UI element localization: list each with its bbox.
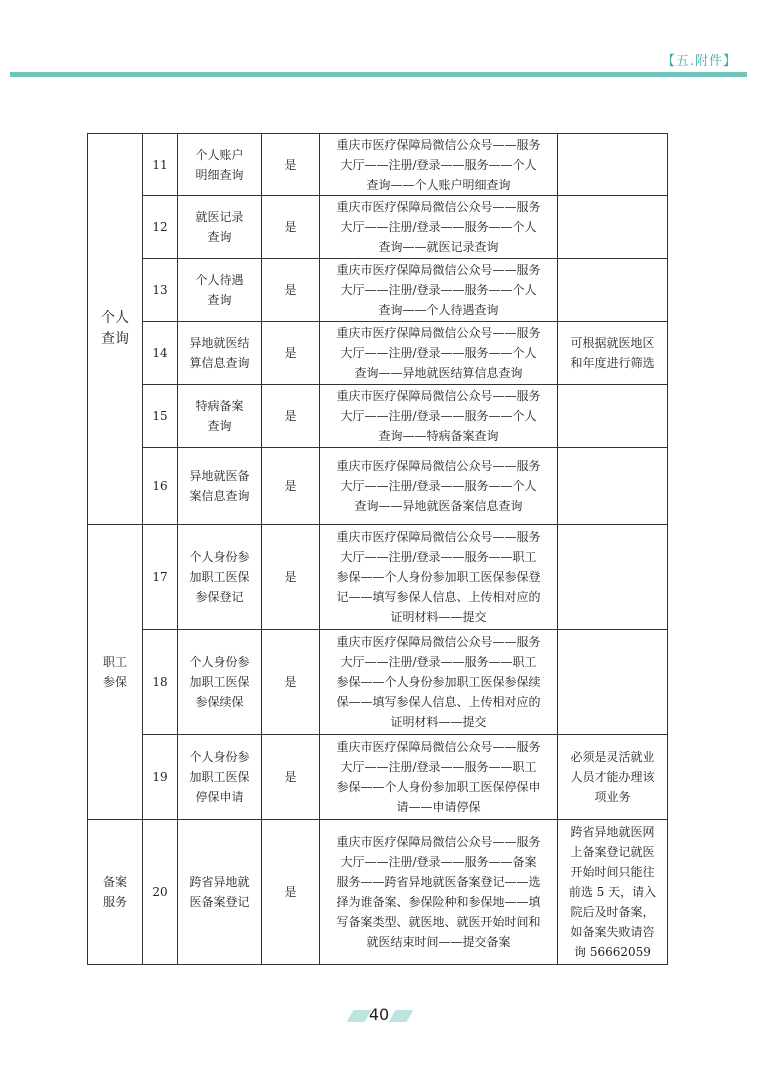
header-divider — [10, 72, 747, 77]
service-name: 个人账户 明细查询 — [178, 134, 262, 196]
service-path: 重庆市医疗保障局微信公众号——服务 大厅——注册/登录——服务——个人 查询——就医记录查询 — [320, 196, 558, 259]
service-path: 重庆市医疗保障局微信公众号——服务 大厅——注册/登录——服务——个人 查询——个人账户明细查询 — [320, 134, 558, 196]
table-row — [88, 525, 668, 630]
service-path: 重庆市医疗保障局微信公众号——服务 大厅——注册/登录——服务——备案 服务——跨省异地就医备案登记——选 择为谁备案、参保险种和参保地——填 写备案类型、就医地、就医开始时间和 就医结束时间——提交备案 — [320, 820, 558, 965]
row-number: 16 — [143, 448, 178, 525]
service-path: 重庆市医疗保障局微信公众号——服务 大厅——注册/登录——服务——职工 参保——个人身份参加职工医保参保续 保——填写参保人信息、上传相对应的 证明材料——提交 — [320, 630, 558, 735]
online-flag: 是 — [262, 322, 320, 385]
online-flag: 是 — [262, 448, 320, 525]
service-note: 跨省异地就医网 上备案登记就医 开始时间只能往 前选 5 天，请入 院后及时备案， 如备案失败请咨 询 56662059 — [558, 820, 668, 965]
online-flag: 是 — [262, 259, 320, 322]
category-cell: 个人 查询 — [88, 134, 143, 525]
service-name: 跨省异地就 医备案登记 — [178, 820, 262, 965]
row-number: 17 — [143, 525, 178, 630]
service-path: 重庆市医疗保障局微信公众号——服务 大厅——注册/登录——服务——个人 查询——特病备案查询 — [320, 385, 558, 448]
services-table — [87, 133, 668, 965]
online-flag: 是 — [262, 630, 320, 735]
table-row — [88, 735, 668, 820]
service-path: 重庆市医疗保障局微信公众号——服务 大厅——注册/登录——服务——职工 参保——个人身份参加职工医保停保申 请——申请停保 — [320, 735, 558, 820]
row-number: 13 — [143, 259, 178, 322]
row-number: 15 — [143, 385, 178, 448]
service-name: 就医记录 查询 — [178, 196, 262, 259]
category-cell: 职工 参保 — [88, 525, 143, 820]
service-note — [558, 448, 668, 525]
online-flag: 是 — [262, 196, 320, 259]
service-path: 重庆市医疗保障局微信公众号——服务 大厅——注册/登录——服务——个人 查询——异地就医备案信息查询 — [320, 448, 558, 525]
service-note: 必须是灵活就业 人员才能办理该 项业务 — [558, 735, 668, 820]
row-number: 12 — [143, 196, 178, 259]
online-flag: 是 — [262, 735, 320, 820]
table-row — [88, 385, 668, 448]
service-note — [558, 630, 668, 735]
row-number: 19 — [143, 735, 178, 820]
online-flag: 是 — [262, 820, 320, 965]
row-number: 14 — [143, 322, 178, 385]
row-number: 20 — [143, 820, 178, 965]
service-note — [558, 196, 668, 259]
online-flag: 是 — [262, 385, 320, 448]
service-path: 重庆市医疗保障局微信公众号——服务 大厅——注册/登录——服务——个人 查询——异地就医结算信息查询 — [320, 322, 558, 385]
table-row — [88, 820, 668, 965]
online-flag: 是 — [262, 525, 320, 630]
table-row — [88, 630, 668, 735]
category-cell: 备案 服务 — [88, 820, 143, 965]
table-row — [88, 134, 668, 196]
service-name: 个人身份参 加职工医保 停保申请 — [178, 735, 262, 820]
service-note: 可根据就医地区 和年度进行筛选 — [558, 322, 668, 385]
table-row — [88, 196, 668, 259]
service-path: 重庆市医疗保障局微信公众号——服务 大厅——注册/登录——服务——个人 查询——个人待遇查询 — [320, 259, 558, 322]
service-name: 特病备案 查询 — [178, 385, 262, 448]
service-name: 个人身份参 加职工医保 参保登记 — [178, 525, 262, 630]
service-path: 重庆市医疗保障局微信公众号——服务 大厅——注册/登录——服务——职工 参保——个人身份参加职工医保参保登 记——填写参保人信息、上传相对应的 证明材料——提交 — [320, 525, 558, 630]
service-note — [558, 259, 668, 322]
service-note — [558, 134, 668, 196]
service-name: 个人待遇 查询 — [178, 259, 262, 322]
service-note — [558, 525, 668, 630]
service-name: 异地就医备 案信息查询 — [178, 448, 262, 525]
section-tag: 【五.附件】 — [661, 54, 737, 69]
table-row — [88, 322, 668, 385]
service-note — [558, 385, 668, 448]
service-name: 个人身份参 加职工医保 参保续保 — [178, 630, 262, 735]
online-flag: 是 — [262, 134, 320, 196]
row-number: 11 — [143, 134, 178, 196]
table-row — [88, 448, 668, 525]
row-number: 18 — [143, 630, 178, 735]
table-row — [88, 259, 668, 322]
page-number: 40 — [368, 1005, 390, 1024]
service-name: 异地就医结 算信息查询 — [178, 322, 262, 385]
